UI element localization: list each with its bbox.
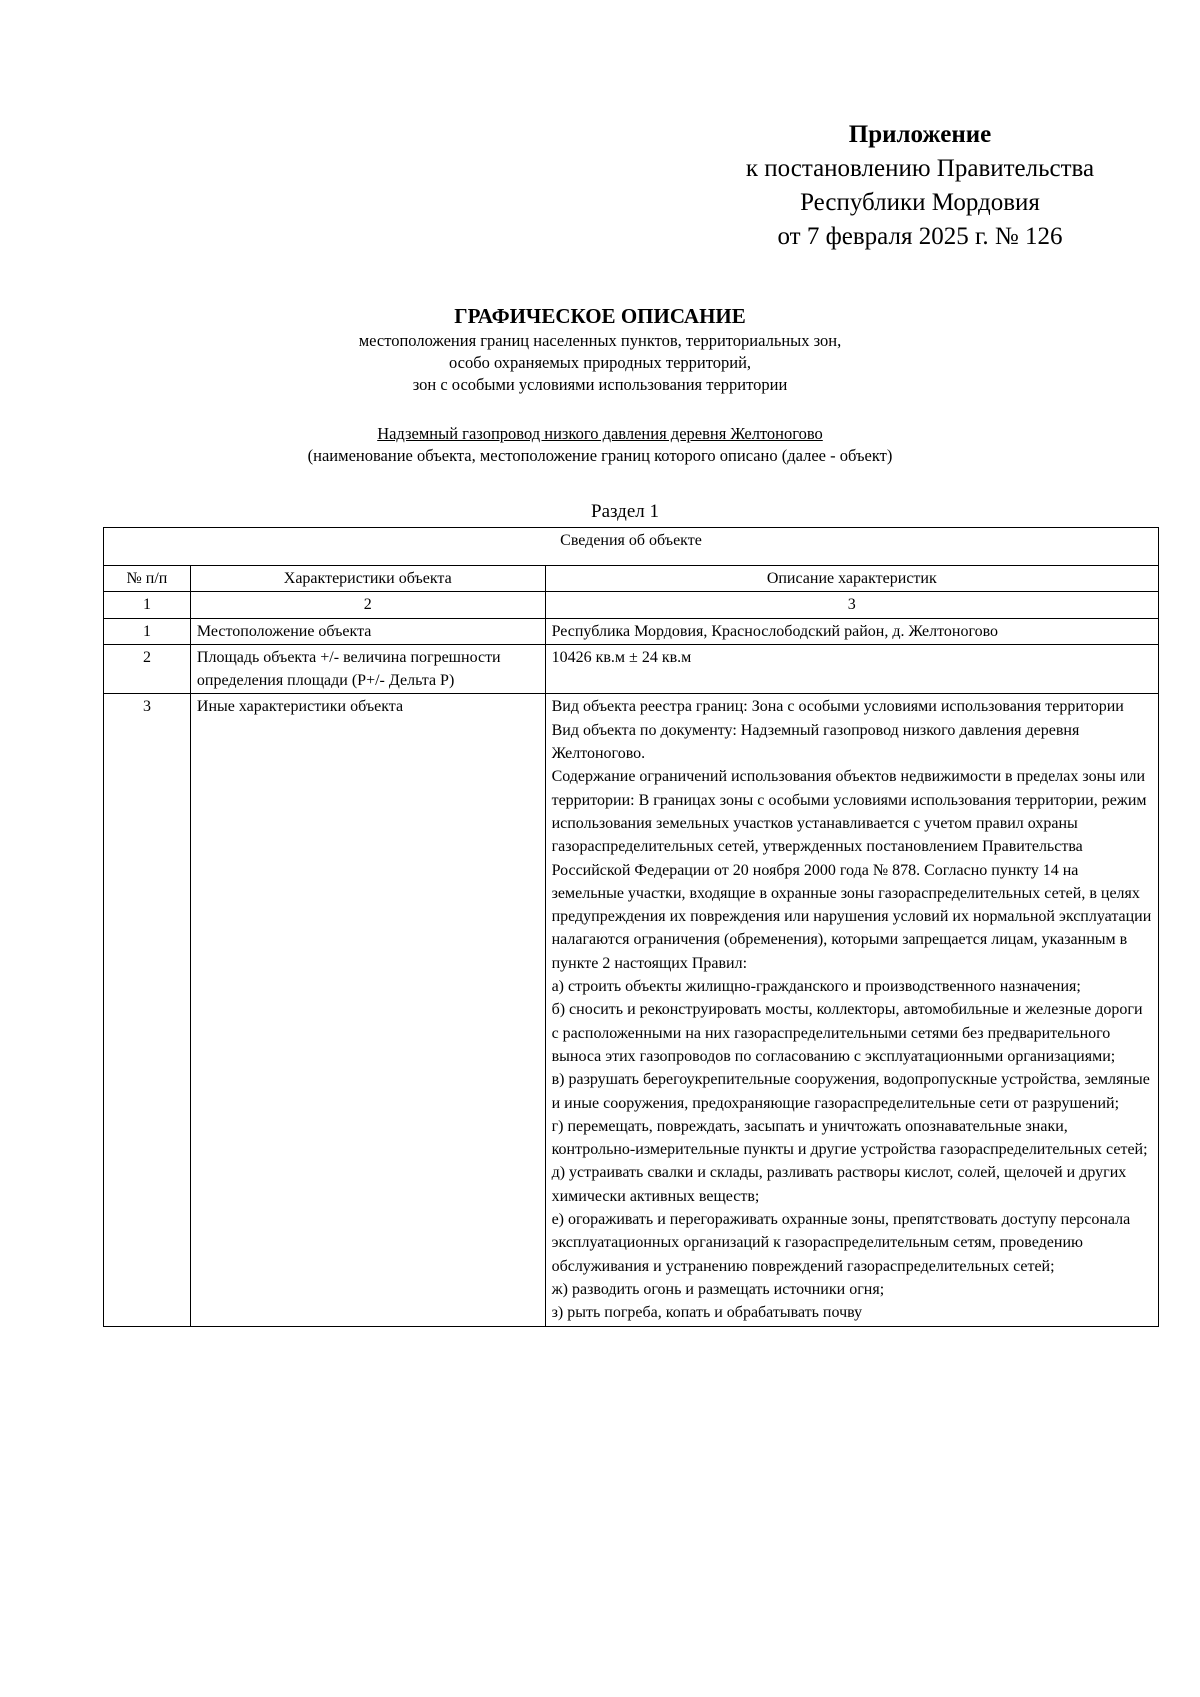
description-paragraph: Вид объекта реестра границ: Зона с особыми условиями использования территории [551, 698, 1124, 716]
row-number: 2 [104, 644, 191, 694]
appendix-title: Приложение [848, 121, 992, 148]
section-title: Раздел 1 [591, 501, 659, 522]
column-number-row [104, 592, 1159, 618]
object-name-block [0, 423, 1200, 467]
description-paragraph: Республика Мордовия, Краснослободский район, д. Желтоногово [551, 622, 999, 640]
column-number-cell: 3 [545, 592, 1158, 618]
table-row [104, 694, 1159, 1326]
description-paragraph: з) рыть погреба, копать и обрабатывать почву [551, 1304, 863, 1322]
description-paragraph: д) устраивать свалки и склады, разливать растворы кислот, солей, щелочей и других химически активных веществ; [551, 1164, 1127, 1205]
row-number: 3 [104, 694, 191, 1326]
appendix-block [700, 118, 1140, 254]
description-paragraph: б) сносить и реконструировать мосты, коллекторы, автомобильные и железные дороги с расположенными на них газораспределительными сетями без предварительного выноса этих газопроводов по согласованию с эксплуатационными организациями; [551, 1001, 1143, 1065]
document-heading [0, 302, 1200, 396]
description-paragraph: а) строить объекты жилищно-гражданского и производственного назначения; [551, 978, 1081, 996]
document-title: ГРАФИЧЕСКОЕ ОПИСАНИЕ [454, 304, 746, 328]
row-characteristic: Местоположение объекта [190, 618, 545, 644]
description-paragraph: в) разрушать берегоукрепительные сооружения, водопропускные устройства, земляные и иные сооружения, предохраняющие газораспределительные сети от разрушений; [551, 1071, 1150, 1112]
heading-line: зон с особыми условиями использования территории [412, 375, 788, 394]
description-paragraph: Содержание ограничений использования объектов недвижимости в пределах зоны или территории: В границах зоны с особыми условиями использования территории, режим использования земельных участков устанавливается с учетом правил охраны газораспределительных сетей, утвержденных постановлением Правительства Российской Федерации от 20 ноября 2000 года № 878. Согласно пункту 14 на земельные участки, входящие в охранные зоны газораспределительных сетей, в целях предупреждения их повреждения или нарушения условий их нормальной эксплуатации налагаются ограничения (обременения), которыми запрещается лицам, указанным в пункте 2 настоящих Правил: [551, 768, 1152, 972]
header-cell-characteristic: Характеристики объекта [190, 566, 545, 592]
table-caption-row [104, 528, 1159, 566]
description-paragraph: е) огораживать и перегораживать охранные зоны, препятствовать доступу персонала эксплуатационных организаций к газораспределительным сетям, проведению обслуживания и устранению повреждений газораспределительных сетей; [551, 1211, 1131, 1275]
table-header-row [104, 566, 1159, 592]
table-row [104, 618, 1159, 644]
table-caption: Сведения об объекте [104, 528, 1159, 566]
heading-line: особо охраняемых природных территорий, [448, 353, 752, 372]
header-cell-number: № п/п [104, 566, 191, 592]
row-description [545, 694, 1158, 1326]
row-characteristic: Площадь объекта +/- величина погрешности определения площади (Р+/- Дельта Р) [190, 644, 545, 694]
row-description [545, 644, 1158, 694]
object-name-note: (наименование объекта, местоположение границ которого описано (далее - объект) [307, 446, 893, 465]
appendix-line: Республики Мордовия [800, 189, 1040, 216]
column-number-cell: 1 [104, 592, 191, 618]
column-number-cell: 2 [190, 592, 545, 618]
description-paragraph: г) перемещать, повреждать, засыпать и уничтожать опознавательные знаки, контрольно-измерительные пункты и другие устройства газораспределительных сетей; [551, 1117, 1148, 1159]
object-name: Надземный газопровод низкого давления деревня Желтоногово [377, 424, 823, 443]
row-description [545, 618, 1158, 644]
appendix-line: к постановлению Правительства [745, 155, 1095, 182]
description-paragraph: 10426 кв.м ± 24 кв.м [551, 648, 692, 666]
object-info-table [103, 527, 1159, 1327]
row-number: 1 [104, 618, 191, 644]
row-characteristic: Иные характеристики объекта [190, 694, 545, 1326]
description-paragraph: ж) разводить огонь и размещать источники огня; [551, 1280, 885, 1298]
table-row [104, 644, 1159, 694]
header-cell-description: Описание характеристик [545, 566, 1158, 592]
appendix-line: от 7 февраля 2025 г. № 126 [777, 223, 1063, 250]
heading-line: местоположения границ населенных пунктов, территориальных зон, [358, 331, 842, 350]
description-paragraph: Вид объекта по документу: Надземный газопровод низкого давления деревня Желтоногово. [551, 721, 1080, 763]
